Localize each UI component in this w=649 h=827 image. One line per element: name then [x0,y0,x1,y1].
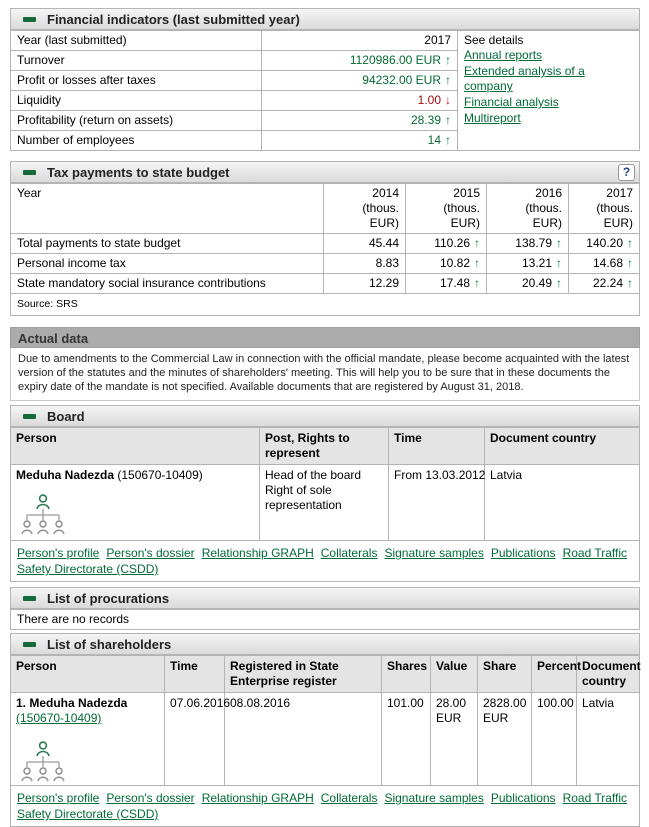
shareholders-section [10,633,640,827]
collapse-icon[interactable] [23,642,36,647]
relationship-graph-link[interactable]: Relationship GRAPH [201,791,314,805]
section-title: List of shareholders [47,636,172,652]
tax-row-label: Total payments to state budget [11,234,324,254]
see-details-label: See details [464,33,524,47]
percent-cell: 100.00 [532,693,577,786]
column-header: Value [431,656,478,693]
annual-reports-link[interactable]: Annual reports [464,48,543,62]
actual-data-section [10,327,640,401]
tax-value: 14.68↑ [569,254,640,274]
section-title: List of procurations [47,590,170,606]
persons-profile-link[interactable]: Person's profile [17,546,100,560]
collapse-icon[interactable] [23,414,36,419]
board-section [10,405,640,582]
board-table [10,427,640,582]
actual-data-header: Actual data [10,327,640,348]
person-code: (150670-10409) [117,468,203,482]
trend-up-icon [441,73,451,87]
column-header: Post, Rights to represent [260,428,389,465]
document-country-cell: Latvia [577,693,640,786]
time-cell: 07.06.2016 [165,693,225,786]
column-header: 2016 (thous. EUR) [487,184,569,234]
indicator-value: 1120986.00 EUR↑ [262,51,458,71]
csdd-link[interactable]: Road Traffic Safety Directorate (CSDD) [17,546,628,576]
section-title: Board [47,408,85,424]
tax-value: 17.48↑ [406,274,487,294]
tax-value: 22.24↑ [569,274,640,294]
signature-samples-link[interactable]: Signature samples [384,546,484,560]
column-header: Time [165,656,225,693]
trend-up-icon [623,256,633,270]
table-source-row [11,294,640,316]
person-links-cell [11,786,640,827]
help-button[interactable]: ? [618,164,635,181]
column-header: Percent [532,656,577,693]
trend-up-icon [623,236,633,250]
source-label: Source: SRS [11,294,640,316]
column-header: Shares [382,656,431,693]
board-header [10,405,640,427]
multireport-link[interactable]: Multireport [464,111,521,125]
collaterals-link[interactable]: Collaterals [320,791,378,805]
tax-row-label: State mandatory social insurance contributions [11,274,324,294]
table-row [11,234,640,254]
value-cell: 28.00 EUR [431,693,478,786]
person-links-row [11,541,640,582]
tax-value: 140.20↑ [569,234,640,254]
tax-payments-header [10,161,640,183]
column-header: Person [11,428,260,465]
trend-up-icon [552,236,562,250]
trend-up-icon [441,113,451,127]
person-code-link[interactable]: (150670-10409) [16,711,102,725]
column-header: Document country [485,428,640,465]
shareholders-table [10,655,640,827]
financial-indicators-table [10,30,640,151]
post-cell [260,465,389,541]
trend-up-icon [470,236,480,250]
procurations-header [10,587,640,609]
persons-dossier-link[interactable]: Person's dossier [106,791,195,805]
indicator-label: Year (last submitted) [11,31,262,51]
section-title: Tax payments to state budget [47,164,230,180]
person-name: Meduha Nadezda [16,468,115,482]
indicator-label: Turnover [11,51,262,71]
persons-dossier-link[interactable]: Person's dossier [106,546,195,560]
column-header: Document country [577,656,640,693]
person-cell [11,693,165,786]
tax-value: 110.26↑ [406,234,487,254]
tax-value: 10.82↑ [406,254,487,274]
post-line: Head of the board [265,468,362,482]
trend-up-icon [441,133,451,147]
tax-value: 8.83 [324,254,406,274]
indicator-label: Number of employees [11,131,262,151]
indicator-value: 1.00↓ [262,91,458,111]
procurations-section [10,587,640,630]
collapse-icon[interactable] [23,596,36,601]
indicator-label: Liquidity [11,91,262,111]
tax-value: 13.21↑ [487,254,569,274]
shares-cell: 101.00 [382,693,431,786]
person-cell [11,465,260,541]
column-header: Share [478,656,532,693]
tax-value: 45.44 [324,234,406,254]
shareholders-header [10,633,640,655]
column-header: 2014 (thous. EUR) [324,184,406,234]
persons-profile-link[interactable]: Person's profile [17,791,100,805]
collapse-icon[interactable] [23,170,36,175]
table-row [11,274,640,294]
indicator-label: Profitability (return on assets) [11,111,262,131]
table-header-row [11,184,640,234]
org-chart-icon[interactable] [20,493,66,535]
financial-indicators-section [10,8,640,151]
indicator-value: 14↑ [262,131,458,151]
indicator-value: 28.39↑ [262,111,458,131]
trend-up-icon [552,256,562,270]
trend-up-icon [552,276,562,290]
publications-link[interactable]: Publications [490,791,556,805]
indicator-value: 2017 [262,31,458,51]
column-header: Time [389,428,485,465]
column-header: 2015 (thous. EUR) [406,184,487,234]
person-links-cell [11,541,640,582]
trend-up-icon [470,276,480,290]
year-column-label: Year [11,184,324,234]
tax-row-label: Personal income tax [11,254,324,274]
table-header-row [11,656,640,693]
publications-link[interactable]: Publications [490,546,556,560]
financial-analysis-link[interactable]: Financial analysis [464,95,559,109]
column-header: 2017 (thous. EUR) [569,184,640,234]
column-header: Registered in State Enterprise register [225,656,382,693]
no-records-message: There are no records [10,609,640,630]
collapse-icon[interactable] [23,17,36,22]
financial-indicators-header [10,8,640,30]
org-chart-icon[interactable] [20,740,66,782]
trend-up-icon [441,53,451,67]
tax-value: 12.29 [324,274,406,294]
person-name: 1. Meduha Nadezda [16,696,128,710]
tax-value: 20.49↑ [487,274,569,294]
indicator-value: 94232.00 EUR↑ [262,71,458,91]
time-cell: From 13.03.2012 [389,465,485,541]
post-line: Right of sole representation [265,483,342,512]
shareholder-row [11,693,640,786]
csdd-link[interactable]: Road Traffic Safety Directorate (CSDD) [17,791,628,821]
table-header-row [11,428,640,465]
column-header: Person [11,656,165,693]
indicator-label: Profit or losses after taxes [11,71,262,91]
extended-analysis-link[interactable]: Extended analysis of a company [464,64,585,93]
trend-up-icon [623,276,633,290]
person-links-row [11,786,640,827]
board-row [11,465,640,541]
tax-payments-table [10,183,640,316]
trend-up-icon [470,256,480,270]
registered-cell: 08.08.2016 [225,693,382,786]
relationship-graph-link[interactable]: Relationship GRAPH [201,546,314,560]
details-links-cell [458,31,640,151]
trend-down-icon [441,93,451,107]
tax-value: 138.79↑ [487,234,569,254]
document-country-cell: Latvia [485,465,640,541]
collaterals-link[interactable]: Collaterals [320,546,378,560]
table-row [11,31,640,51]
tax-payments-section [10,161,640,316]
actual-data-notice: Due to amendments to the Commercial Law in connection with the official mandate, please become acquainted with the latest version of the statutes and the minutes of shareholders' meeting. This will help you to be sure that in these documents the expiry date of the mandate is not specified. Available documents that are registered by August 31, 2018. [10,348,640,401]
section-title: Financial indicators (last submitted year) [47,11,300,27]
table-row [11,254,640,274]
signature-samples-link[interactable]: Signature samples [384,791,484,805]
share-cell: 2828.00 EUR [478,693,532,786]
